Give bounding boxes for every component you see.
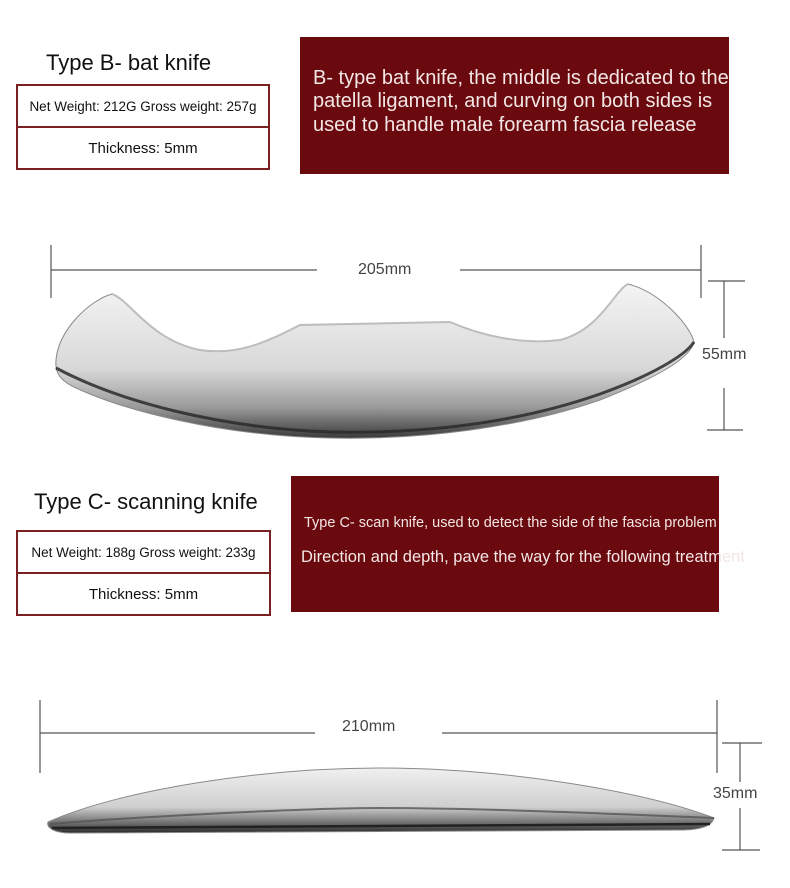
type-b-desc-line-1: B- type bat knife, the middle is dedicated to the [313, 67, 729, 89]
type-c-desc-line-2: Direction and depth, pave the way for the following treatment [301, 548, 745, 566]
type-b-desc-line-2: patella ligament, and curving on both sides is [313, 90, 713, 112]
type-b-length-label: 205mm [358, 261, 412, 278]
type-c-weight: Net Weight: 188g Gross weight: 233g [18, 532, 269, 574]
type-c-length-dimension [40, 700, 717, 773]
type-b-title: Type B- bat knife [46, 50, 212, 75]
type-c-height-label: 35mm [713, 785, 758, 802]
type-b-weight: Net Weight: 212G Gross weight: 257g [18, 86, 268, 128]
type-b-desc-line-3: used to handle male forearm fascia release [313, 114, 697, 136]
type-c-scanning-knife [48, 768, 714, 833]
type-c-thickness: Thickness: 5mm [88, 585, 199, 603]
type-b-thickness: Thickness: 5mm [88, 139, 198, 157]
type-c-title: Type C- scanning knife [34, 489, 258, 514]
type-c-spec-table [16, 530, 271, 616]
type-b-bat-knife [56, 284, 694, 438]
type-c-description-panel [291, 476, 745, 612]
type-b-height-label: 55mm [702, 346, 747, 363]
type-c-desc-line-1: Type C- scan knife, used to detect the side of the fascia problem [304, 515, 717, 531]
type-c-length-label: 210mm [342, 718, 396, 735]
